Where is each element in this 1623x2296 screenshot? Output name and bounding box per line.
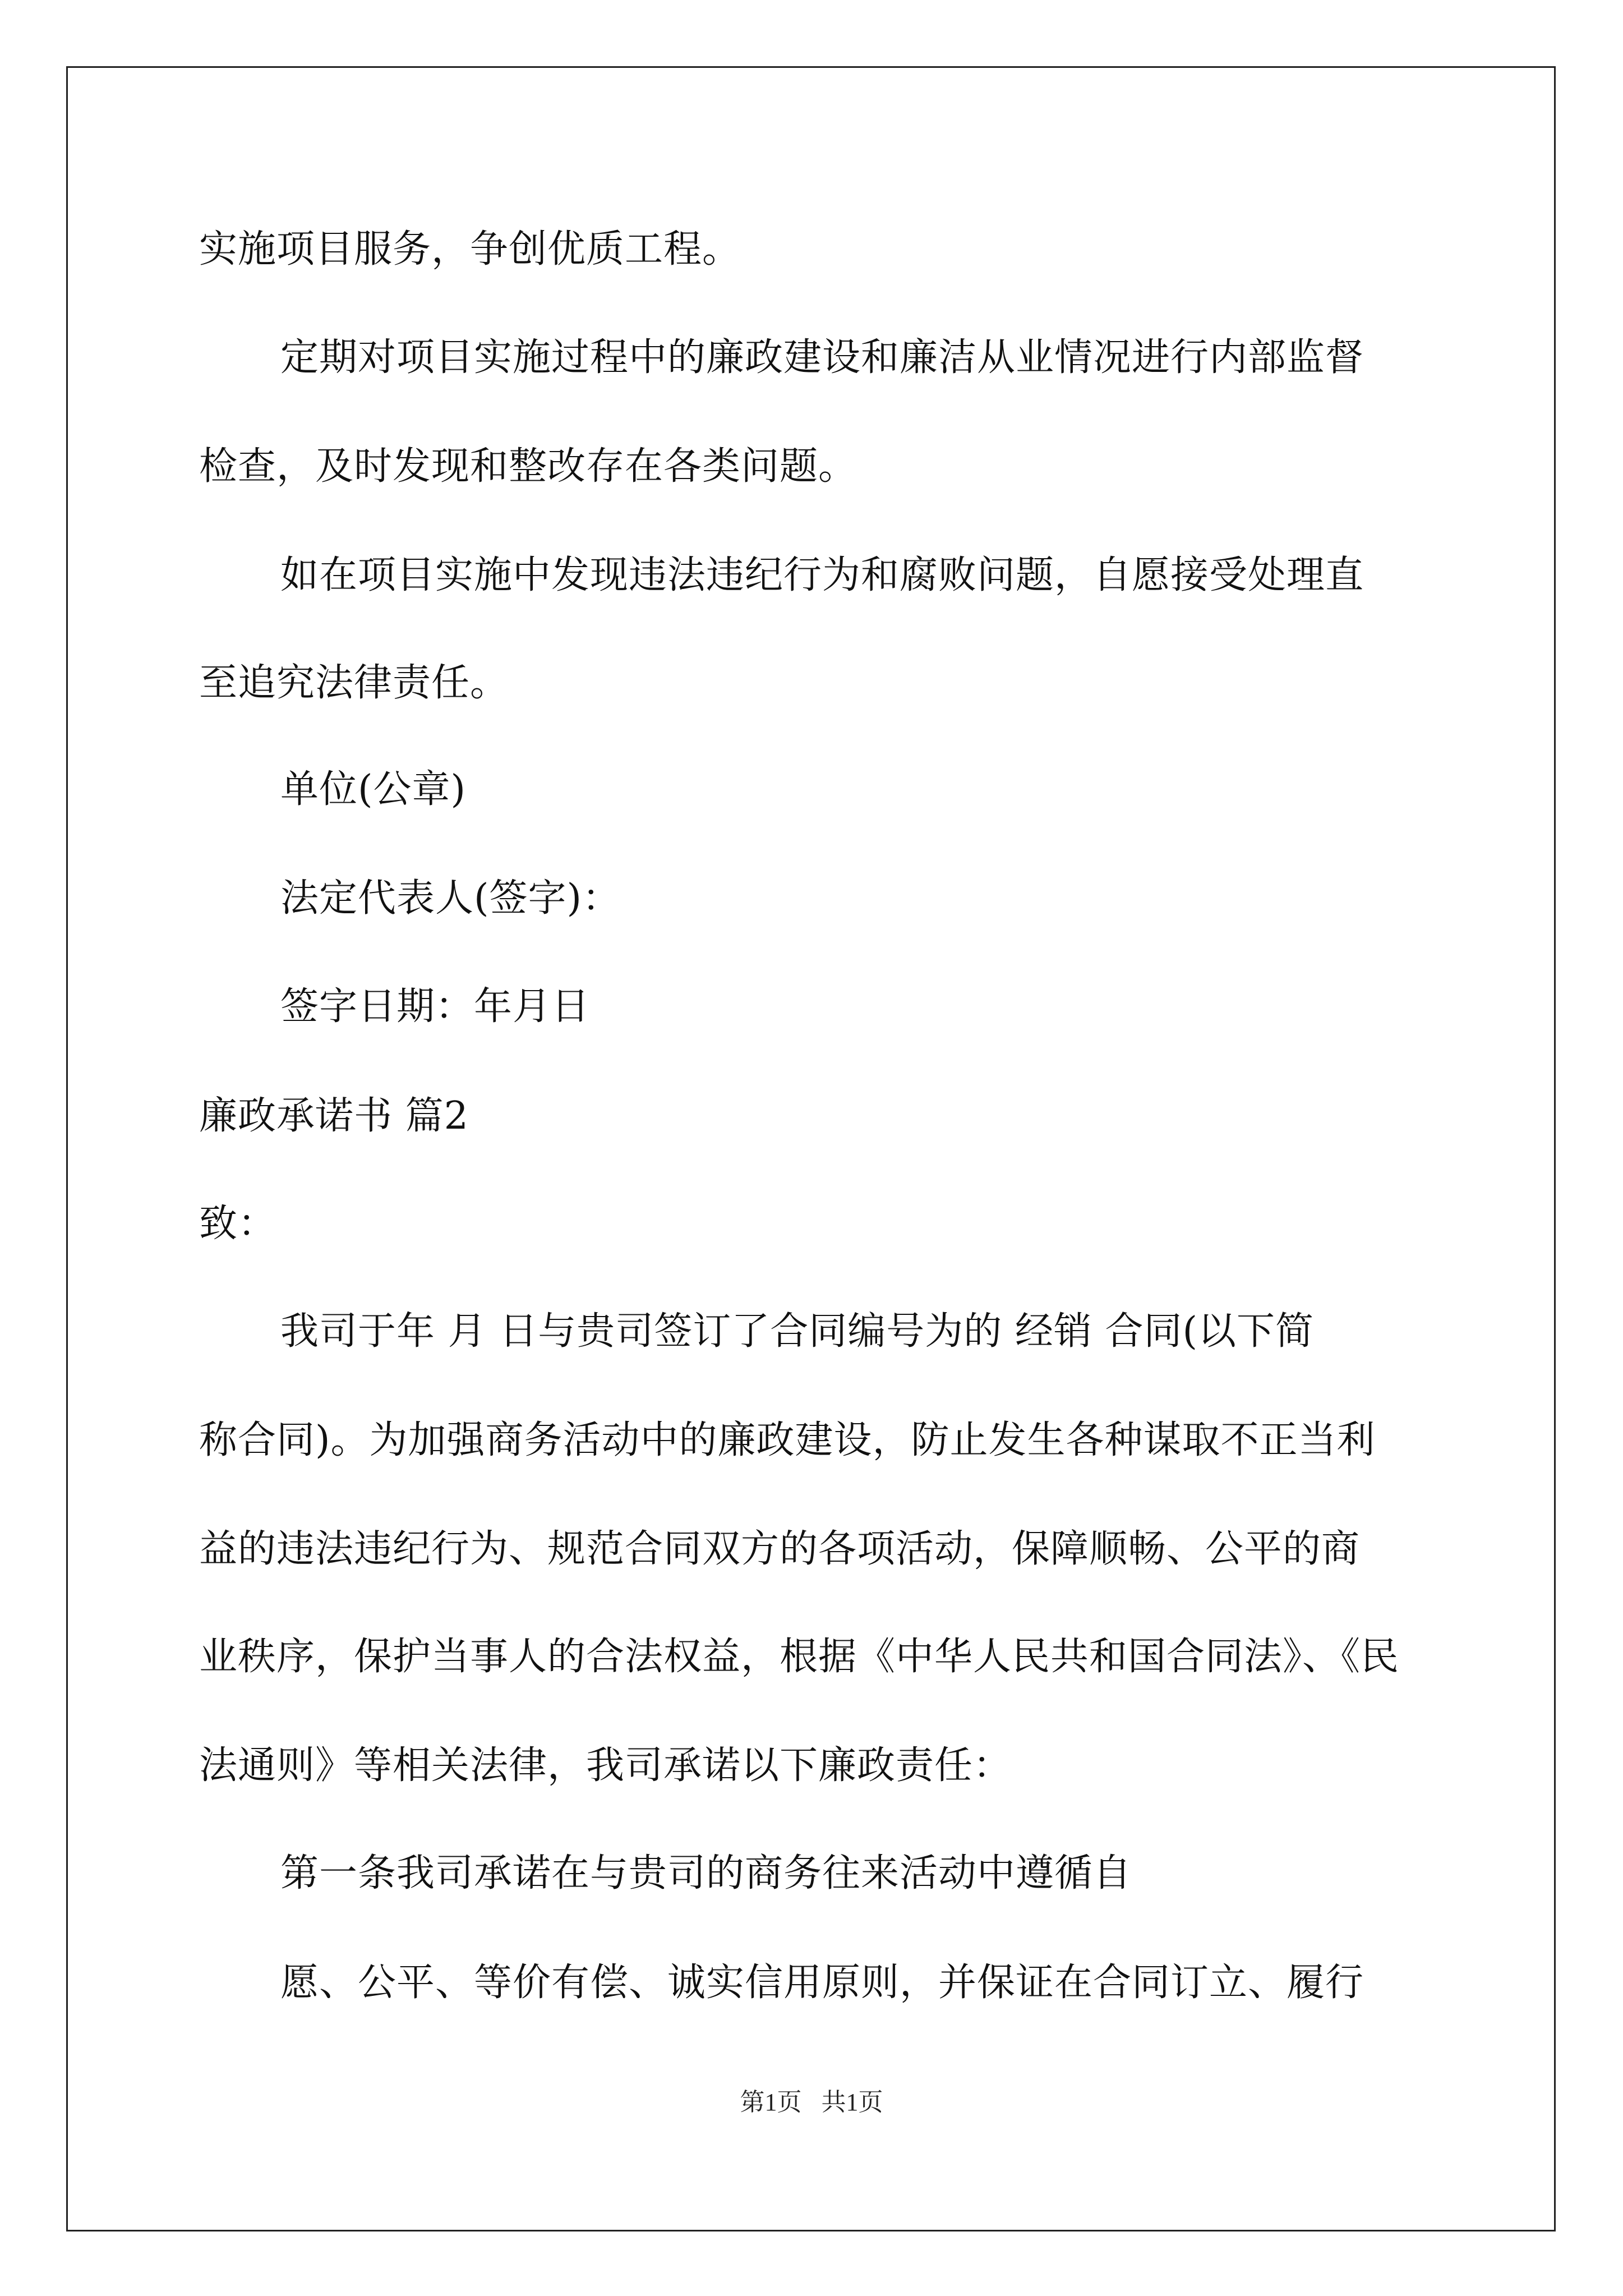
body-line-5: 至追究法律责任。 xyxy=(199,661,509,705)
seal-line: 单位(公章) xyxy=(280,767,467,812)
body-line-14: 业秩序，保护当事人的合法权益，根据《中华人民共和国合同法》、《民 xyxy=(199,1635,1400,1679)
body-line-3: 检查，及时发现和整改存在各类问题。 xyxy=(199,444,857,489)
page-border xyxy=(66,66,1556,2231)
body-line-1: 实施项目服务，争创优质工程。 xyxy=(199,227,741,272)
body-line-2: 定期对项目实施过程中的廉政建设和廉洁从业情况进行内部监督 xyxy=(280,335,1364,380)
body-line-15: 法通则》等相关法律，我司承诺以下廉政责任： xyxy=(199,1743,1012,1788)
sign-date-line: 签字日期：年月日 xyxy=(280,984,591,1029)
page-footer xyxy=(0,2087,1623,2118)
section-heading: 廉政承诺书 篇2 xyxy=(199,1094,469,1138)
salutation: 致： xyxy=(199,1202,277,1246)
page-number-total: 共1页 xyxy=(821,2088,883,2116)
body-line-13: 益的违法违纪行为、规范合同双方的各项活动，保障顺畅、公平的商 xyxy=(199,1527,1361,1571)
body-line-16: 第一条我司承诺在与贵司的商务往来活动中遵循自 xyxy=(280,1851,1132,1895)
body-line-17: 愿、公平、等价有偿、诚实信用原则，并保证在合同订立、履行 xyxy=(280,1961,1364,2005)
body-line-4: 如在项目实施中发现违法违纪行为和腐败问题，自愿接受处理直 xyxy=(280,553,1364,597)
page-number-current: 第1页 xyxy=(740,2088,802,2116)
body-line-11: 我司于年 月 日与贵司签订了合同编号为的 经销 合同(以下简 xyxy=(280,1309,1314,1354)
body-line-12: 称合同)。为加强商务活动中的廉政建设，防止发生各种谋取不正当利 xyxy=(199,1418,1376,1462)
signature-line: 法定代表人(签字)： xyxy=(280,876,621,921)
